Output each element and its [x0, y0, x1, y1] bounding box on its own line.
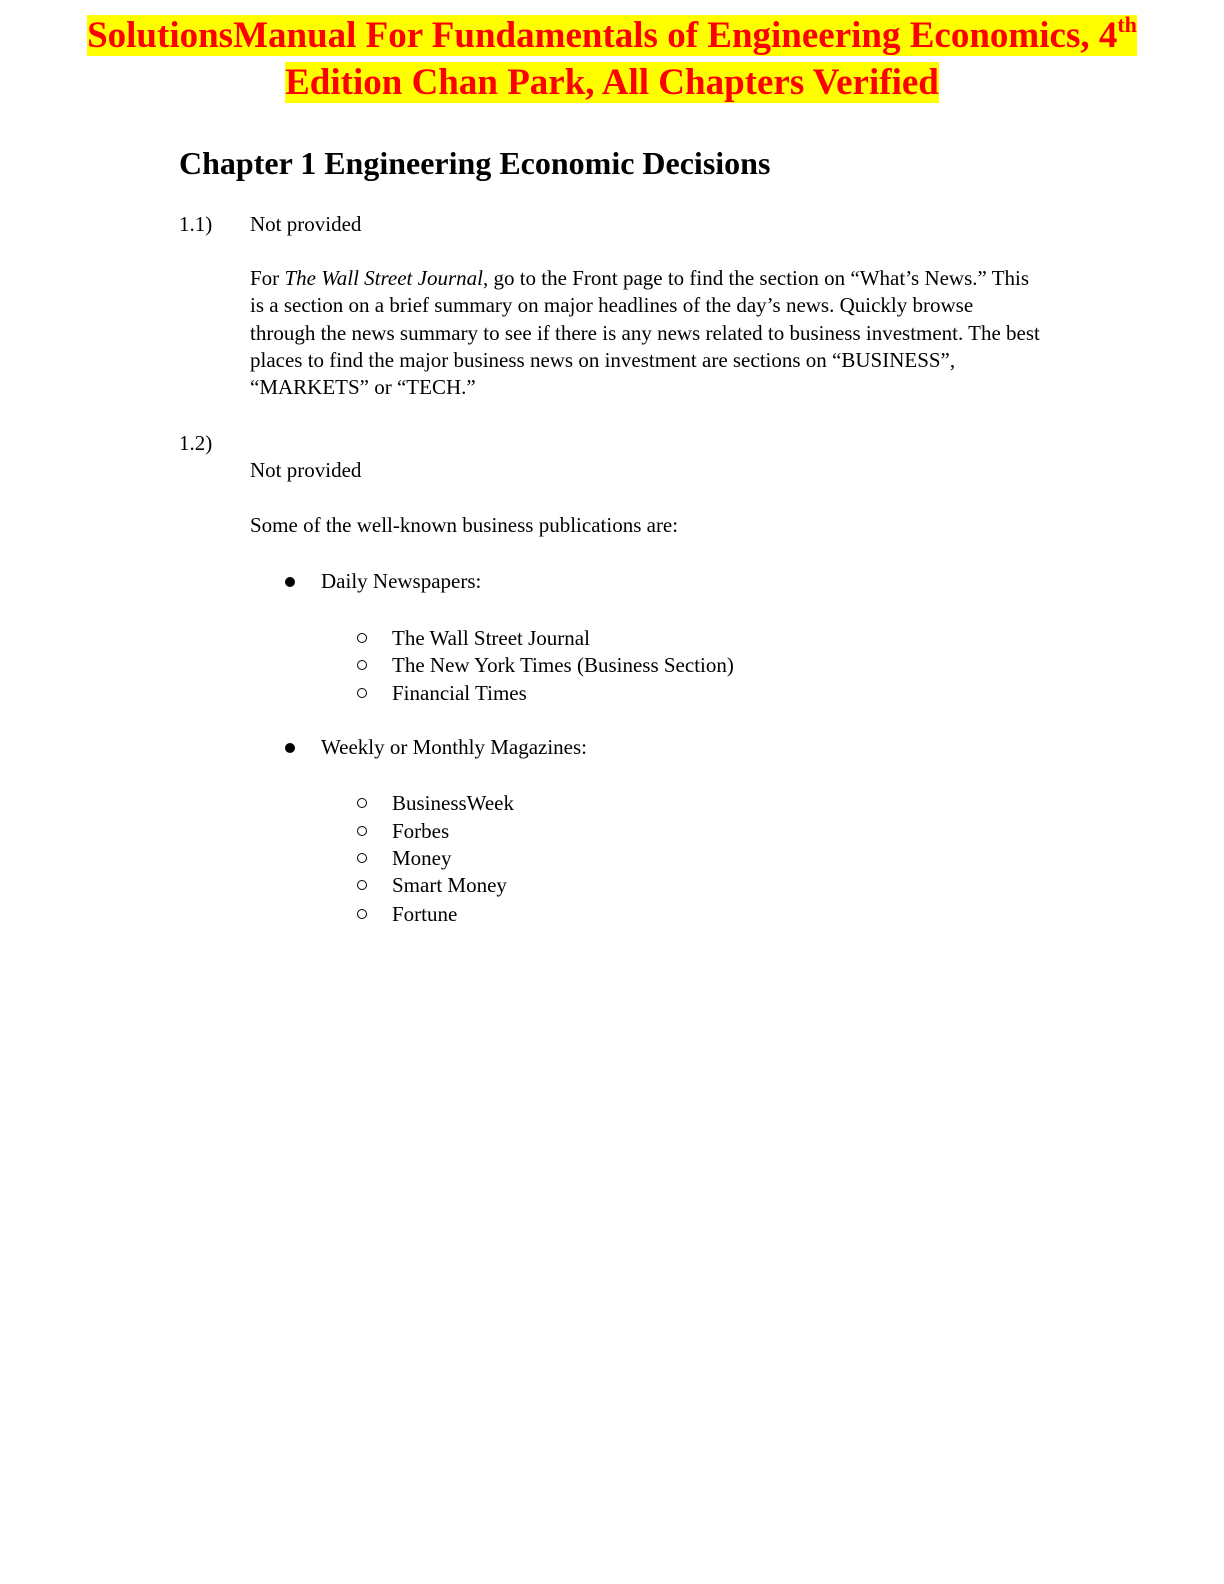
circle-bullet-icon [357, 633, 367, 643]
circle-bullet-icon [357, 660, 367, 670]
publication-name: Financial Times [392, 681, 527, 705]
list-item [0, 900, 1224, 928]
problem-number: 1.2) [179, 431, 213, 455]
banner-line-2-text: Edition Chan Park, All Chapters Verified [285, 62, 939, 103]
list-item [0, 651, 1224, 679]
banner-line-1-text: SolutionsManual For Fundamentals of Engineering Economics, 4 [87, 15, 1118, 56]
circle-bullet-icon [357, 880, 367, 890]
problem-number: 1.1) [179, 212, 213, 236]
list-item [0, 844, 1224, 872]
publication-name: BusinessWeek [392, 791, 514, 815]
answer-text-after: , go to the Front page to find the section on “What’s News.” This is a section on a brief summary on major headlines of the day’s news. Quickly browse through the news summary to see if there is any news related to business investment. The best places to find the major business news on investment are sections on “BUSINESS”, “MARKETS” or “TECH.” [250, 266, 1040, 400]
answer-text-italic: The Wall Street Journal [284, 266, 483, 290]
banner-line-2 [0, 59, 1224, 106]
problem-status: Not provided [250, 458, 362, 482]
publication-name: The Wall Street Journal [392, 626, 590, 650]
circle-bullet-icon [357, 688, 367, 698]
publication-name: The New York Times (Business Section) [392, 653, 734, 677]
problem-status: Not provided [250, 212, 362, 236]
category-label: Weekly or Monthly Magazines: [321, 735, 587, 759]
circle-bullet-icon [357, 853, 367, 863]
problem-intro: Some of the well-known business publications are: [250, 513, 679, 537]
circle-bullet-icon [357, 909, 367, 919]
document-banner [0, 12, 1224, 106]
list-item [0, 567, 1224, 595]
publication-name: Money [392, 846, 452, 870]
list-item [0, 871, 1224, 899]
circle-bullet-icon [357, 826, 367, 836]
publication-name: Forbes [392, 819, 450, 843]
chapter-title: Chapter 1 Engineering Economic Decisions [179, 145, 771, 181]
bullet-icon [285, 743, 295, 753]
bullet-icon [285, 577, 295, 587]
list-item [0, 789, 1224, 817]
circle-bullet-icon [357, 798, 367, 808]
list-item [0, 733, 1224, 761]
list-item [0, 817, 1224, 845]
list-item [0, 624, 1224, 652]
answer-text-before: For [250, 266, 285, 290]
publication-name: Fortune [392, 902, 458, 926]
list-item [0, 679, 1224, 707]
category-label: Daily Newspapers: [321, 569, 482, 593]
banner-superscript: th [1117, 11, 1137, 37]
problem-answer [250, 265, 1040, 401]
publication-name: Smart Money [392, 873, 507, 897]
banner-line-1 [0, 12, 1224, 59]
